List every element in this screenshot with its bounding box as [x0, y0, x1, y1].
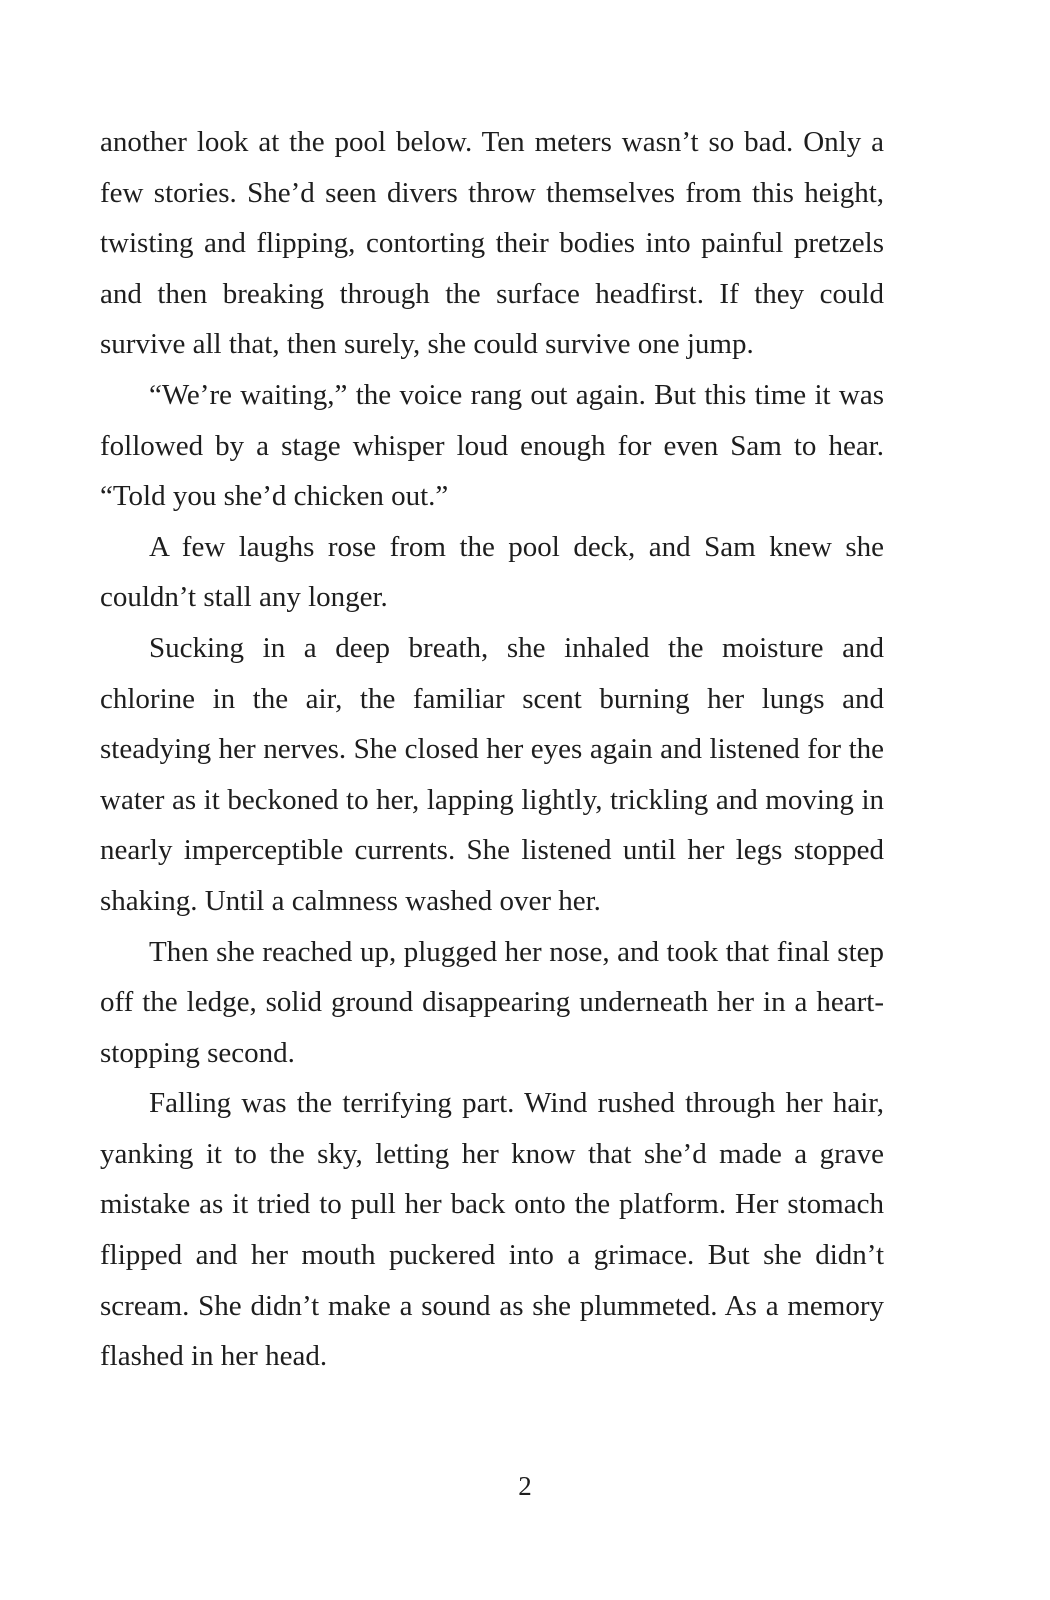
paragraph-6: Falling was the terrifying part. Wind rushed through her hair, yanking it to the sky, letting her know that she’d made a grave mistake as it tried to pull her back onto the platform. Her stomach flipped and her mouth puckered into a grimace. But she didn’t scream. She didn’t make a sound as she plummeted. As a memory flashed in her head.	[100, 1087, 884, 1373]
paragraph-3: A few laughs rose from the pool deck, and Sam knew she couldn’t stall any longer.	[100, 530, 884, 614]
paragraph-1: another look at the pool below. Ten meters wasn’t so bad. Only a few stories. She’d seen divers throw themselves from this height, twisting and flipping, contorting their bodies into painful pretzels and then breaking through the surface headfirst. If they could survive all that, then surely, she could survive one jump.	[100, 126, 884, 361]
paragraph-5: Then she reached up, plugged her nose, and took that final step off the ledge, solid ground disappearing underneath her in a heart-stopping second.	[100, 935, 884, 1069]
paragraph-2: “We’re waiting,” the voice rang out again. But this time it was followed by a stage whisper loud enough for even Sam to hear. “Told you she’d chicken out.”	[100, 378, 884, 513]
paragraph-4: Sucking in a deep breath, she inhaled the moisture and chlorine in the air, the familiar scent burning her lungs and steadying her nerves. She closed her eyes again and listened for the water as it beckoned to her, lapping lightly, trickling and moving in nearly imperceptible currents. She listened until her legs stopped shaking. Until a calmness washed over her.	[100, 631, 884, 917]
page-number: 2	[518, 1471, 532, 1501]
page-body	[100, 117, 884, 1382]
